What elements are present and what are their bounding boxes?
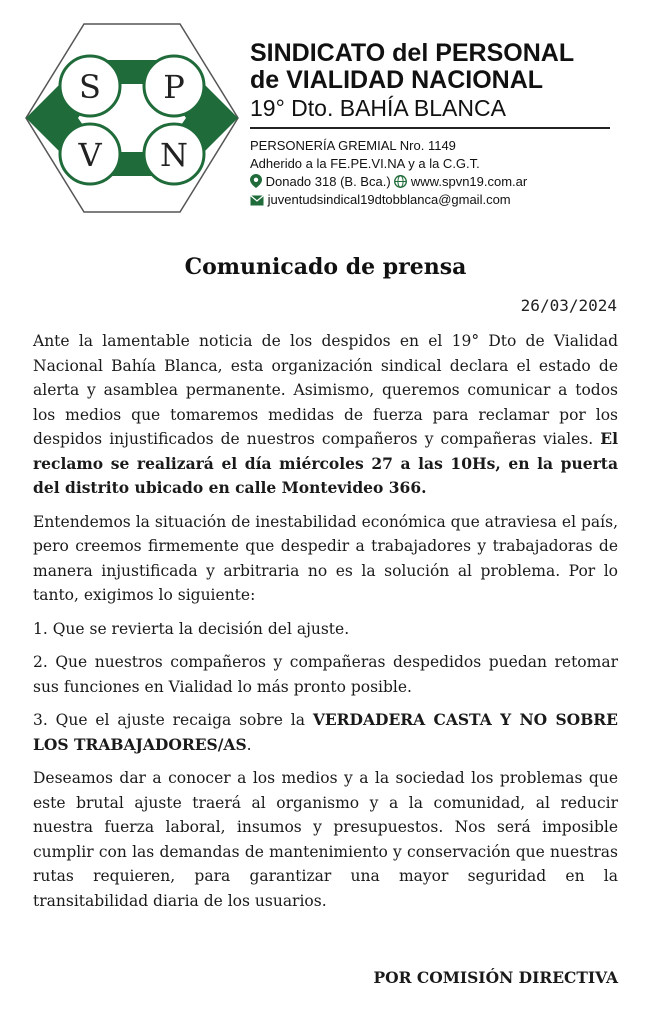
logo-letter-n: N xyxy=(160,136,188,174)
organization-block xyxy=(250,40,640,209)
personeria-text: PERSONERÍA GREMIAL Nro. 1149 xyxy=(250,138,456,153)
demand-item-1: 1. Que se revierta la decisión del ajuste. xyxy=(33,619,350,638)
logo-letter-v: V xyxy=(78,136,102,174)
letterhead xyxy=(0,0,651,230)
paragraph-1-bold: El reclamo se realizará el día miércoles 27 a las 10Hs, en la puerta del distrito ubicado en calle Montevideo 366. xyxy=(33,429,618,497)
paragraph-3: Deseamos dar a conocer a los medios y a la sociedad los problemas que este brutal ajuste traerá al organismo y a la comunidad, al reducir nuestra fuerza laboral, insumos y presupuestos. Nos será imposible cumplir con las demandas de mantenimiento y conservación que nuestras rutas requieren, para garantizar una mayor seguridad en la transitabilidad diaria de los usuarios. xyxy=(33,769,618,910)
paragraph-1-text: Ante la lamentable noticia de los despidos en el 19° Dto de Vialidad Nacional Bahía Blanca, esta organización sindical declara el estado de alerta y asamblea permanente. Asimismo, queremos comunicar a todos los medios que tomaremos medidas de fuerza para reclamar por los despidos injustificados de nuestros compañeros y compañeras viales. xyxy=(33,332,618,448)
demand-item-2: 2. Que nuestros compañeros y compañeras despedidos puedan retomar sus funciones en Vialidad lo más pronto posible. xyxy=(33,653,618,696)
org-district: 19° Dto. BAHÍA BLANCA xyxy=(250,95,506,121)
globe-icon xyxy=(394,175,407,188)
demand-item-3-text: 3. Que el ajuste recaiga sobre la xyxy=(33,711,313,729)
logo-letter-s: S xyxy=(79,68,101,106)
org-name-line1: SINDICATO del PERSONAL xyxy=(250,39,575,67)
signature: POR COMISIÓN DIRECTIVA xyxy=(373,968,618,987)
email-line xyxy=(250,191,640,209)
header-divider xyxy=(250,127,610,129)
adherido-text: Adherido a la FE.PE.VI.NA y a la C.G.T. xyxy=(250,156,480,171)
demand-item-3-bold: VERDADERA CASTA Y NO SOBRE LOS TRABAJADORES/AS xyxy=(33,710,618,754)
logo-letter-p: P xyxy=(163,68,185,106)
spvn-logo xyxy=(22,20,242,216)
demand-item-3 xyxy=(33,708,618,757)
document-title: Comunicado de prensa xyxy=(184,254,467,280)
org-name-line2: de VIALIDAD NACIONAL xyxy=(250,66,544,94)
document-date: 26/03/2024 xyxy=(520,296,617,315)
paragraph-1 xyxy=(33,329,618,501)
email-link[interactable]: juventudsindical19dtobblanca@gmail.com xyxy=(267,192,511,207)
location-pin-icon xyxy=(250,174,262,188)
demand-item-3-end: . xyxy=(246,735,252,754)
document-body xyxy=(33,329,618,922)
address-text: Donado 318 (B. Bca.) xyxy=(265,174,391,189)
paragraph-2: Entendemos la situación de inestabilidad económica que atraviesa el país, pero creemos firmemente que despedir a trabajadores y trabajadoras de manera injustificada y arbitraria no es la solución al problema. Por lo tanto, exigimos lo siguiente: xyxy=(33,512,618,604)
website-link[interactable]: www.spvn19.com.ar xyxy=(410,174,528,189)
contact-line xyxy=(250,173,640,191)
envelope-icon xyxy=(250,195,264,206)
